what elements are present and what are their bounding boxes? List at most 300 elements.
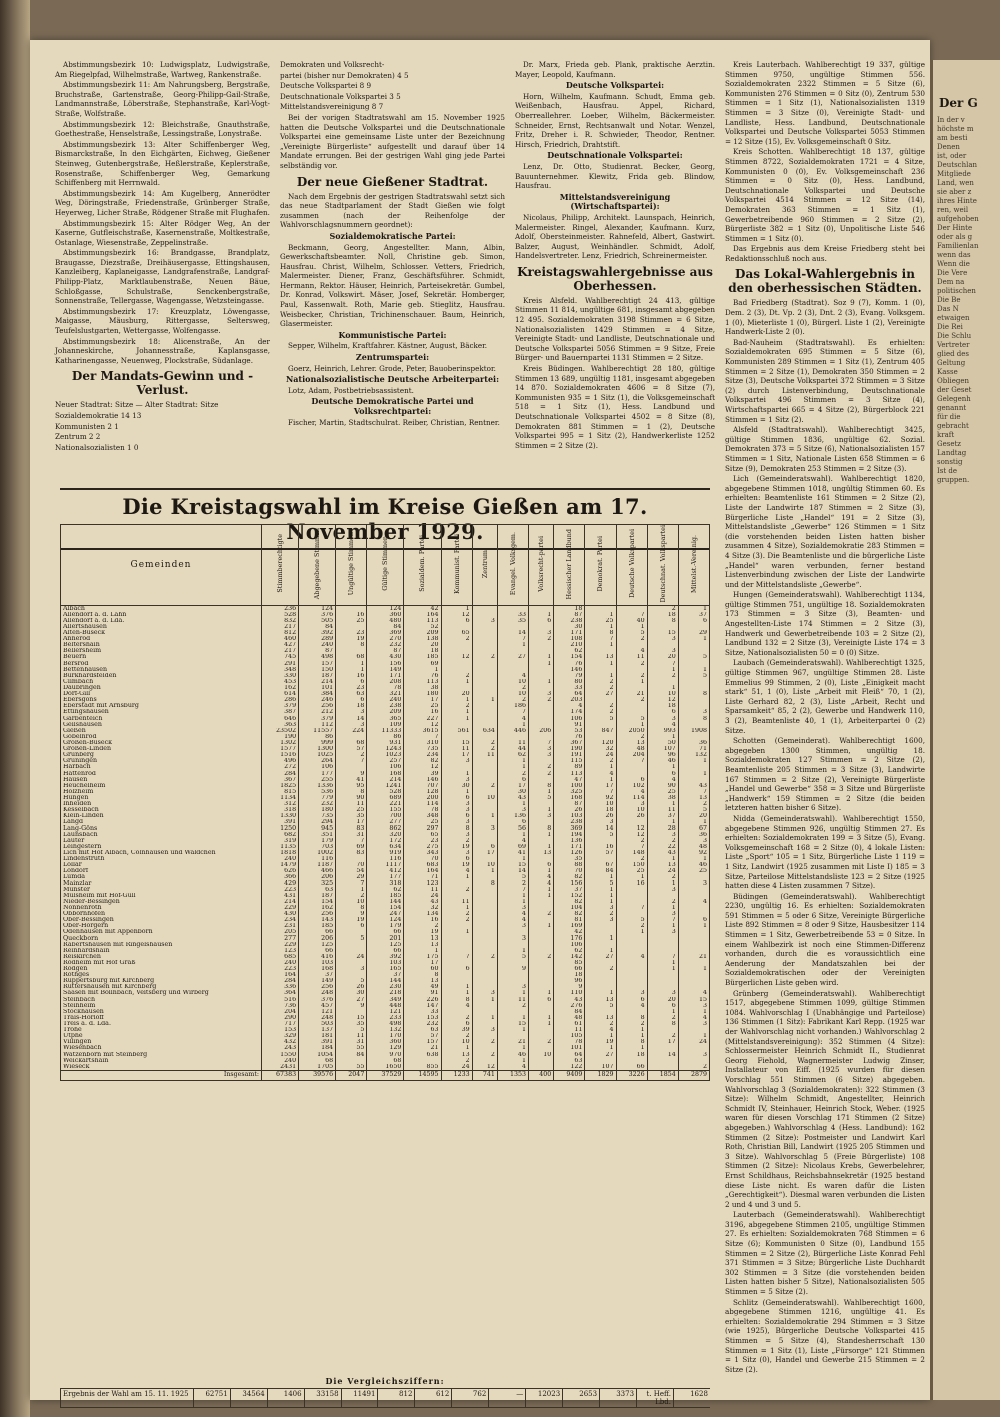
table-cell: 76: [554, 661, 585, 667]
table-cell: 21: [678, 954, 709, 960]
table-cell: 4: [616, 1003, 647, 1009]
table-cell: 297: [404, 825, 441, 831]
table-cell: 18: [616, 1052, 647, 1058]
adjacent-page-edge: [930, 60, 1000, 1400]
table-cell: 229: [262, 905, 299, 911]
municipality-name: Hattenrod: [61, 771, 262, 777]
table-cell: [336, 605, 367, 612]
table-cell: 106: [554, 716, 585, 722]
table-cell: 238: [554, 819, 585, 825]
table-cell: 92: [678, 850, 709, 856]
table-cell: 2: [647, 1033, 678, 1039]
table-cell: 480: [367, 618, 404, 624]
table-cell: 18: [647, 703, 678, 709]
town-result-paragraph: Hungen (Gemeinderatswahl). Wahlberechtigt 1134, gültige Stimmen 751, ungültige 18. Sozialdemokraten 173 Stimmen = 3 Sitze (3), Beamten- und Angestellten-Liste 174 Stimmen = 2 Sitze (3), Handwerk und Gewerbetreibende 103 = 2 Sitze (2), Landbund 132 = 2 Sitze (3), Vereinigte Liste 174 = 3 Sitze, Nationalsozialisten 50 = 0 (0) Sitze.: [725, 590, 925, 657]
table-cell: 1336: [299, 783, 336, 789]
table-cell: 12: [647, 697, 678, 703]
party-list-nsdap: Lotz, Adam, Postbetriebsassistent.: [288, 385, 414, 395]
adjacent-page-line: oder als g: [937, 233, 973, 241]
table-cell: 6: [441, 618, 472, 624]
table-cell: 1: [647, 966, 678, 972]
table-cell: 41: [336, 777, 367, 783]
column-header: [262, 525, 299, 606]
table-cell: 66: [367, 948, 404, 954]
table-cell: 26: [336, 984, 367, 990]
table-cell: 16: [336, 612, 367, 618]
table-cell: 1: [678, 667, 709, 673]
table-cell: 162: [262, 685, 299, 691]
table-cell: 25: [404, 819, 441, 825]
adjacent-page-line: Land, wen: [937, 179, 974, 187]
table-cell: 1908: [678, 728, 709, 734]
table-cell: 256: [299, 911, 336, 917]
table-cell: 39: [404, 771, 441, 777]
table-cell: 121: [367, 1009, 404, 1015]
table-cell: 212: [299, 709, 336, 715]
mandate-row: Mittelstandsvereinigung 8 7: [280, 102, 384, 112]
adjacent-page-line: ist, oder: [937, 152, 967, 160]
table-cell: 87: [299, 648, 336, 654]
table-cell: 4: [497, 911, 528, 917]
table-cell: 1: [529, 661, 554, 667]
table-cell: 1: [678, 1009, 709, 1015]
table-cell: 107: [585, 1064, 616, 1071]
table-cell: 11: [647, 807, 678, 813]
table-cell: [529, 1064, 554, 1071]
table-cell: 289: [299, 636, 336, 642]
municipality-name: Harbach: [61, 764, 262, 770]
table-cell: 4: [585, 771, 616, 777]
table-cell: 6: [336, 923, 367, 929]
table-cell: 1: [441, 1045, 472, 1051]
table-cell: 67: [678, 825, 709, 831]
table-cell: 1: [529, 887, 554, 893]
table-cell: 18: [336, 703, 367, 709]
table-cell: 1: [529, 832, 554, 838]
table-cell: 6: [441, 966, 472, 972]
table-cell: 87: [554, 612, 585, 618]
table-cell: 290: [262, 1015, 299, 1021]
adjacent-page-line: Die Schlu: [937, 332, 972, 340]
table-cell: 185: [299, 923, 336, 929]
total-cell: 1854: [647, 1070, 678, 1080]
table-cell: 19: [336, 917, 367, 923]
table-cell: 4: [554, 703, 585, 709]
table-cell: 2: [616, 856, 647, 862]
table-cell: 1: [585, 1033, 616, 1039]
table-cell: 325: [299, 880, 336, 886]
table-cell: 204: [262, 1009, 299, 1015]
table-cell: 4: [678, 1015, 709, 1021]
party-heading-spd: Sozialdemokratische Partei:: [329, 230, 456, 241]
table-cell: 3: [336, 722, 367, 728]
table-cell: 5: [678, 654, 709, 660]
table-cell: 57: [404, 1033, 441, 1039]
table-cell: 970: [367, 1052, 404, 1058]
district-results: [515, 296, 715, 451]
mandate-heading: Der Mandats-Gewinn und -Verlust.: [71, 369, 254, 398]
table-cell: 2: [647, 838, 678, 844]
table-cell: 18: [554, 972, 585, 978]
table-cell: 149: [367, 667, 404, 673]
table-cell: 181: [299, 1033, 336, 1039]
table-cell: 2: [678, 801, 709, 807]
table-cell: 3: [472, 618, 497, 624]
table-cell: 153: [262, 1027, 299, 1033]
municipality-name: Leihgestern: [61, 844, 262, 850]
table-cell: 7: [497, 887, 528, 893]
table-cell: 84: [336, 1052, 367, 1058]
municipality-name: Bellersheim: [61, 648, 262, 654]
table-cell: 1: [647, 880, 678, 886]
table-cell: 1: [497, 1027, 528, 1033]
table-cell: 4: [497, 917, 528, 923]
table-cell: 703: [299, 844, 336, 850]
table-cell: 26: [616, 813, 647, 819]
table-cell: 236: [262, 605, 299, 612]
table-cell: 5: [585, 716, 616, 722]
municipality-name: Watzenborn mit Steinberg: [61, 1052, 262, 1058]
table-cell: 226: [404, 997, 441, 1003]
table-cell: 38: [404, 685, 441, 691]
table-cell: 19: [336, 636, 367, 642]
table-cell: 3: [472, 825, 497, 831]
table-cell: 5: [497, 954, 528, 960]
total-cell: 37529: [367, 1070, 404, 1080]
table-cell: 53: [554, 728, 585, 734]
adjacent-page-line: glied des: [937, 350, 970, 358]
table-cell: 81: [554, 917, 585, 923]
mandate-rows: [55, 411, 270, 452]
table-cell: 4: [647, 777, 678, 783]
table-cell: 3: [647, 929, 678, 935]
table-cell: 432: [262, 1039, 299, 1045]
table-cell: 10: [497, 691, 528, 697]
table-cell: 503: [299, 1021, 336, 1027]
table-cell: 155: [367, 807, 404, 813]
table-cell: 14: [497, 868, 528, 874]
table-cell: 82: [554, 874, 585, 880]
table-cell: 238: [554, 618, 585, 624]
table-cell: 1: [441, 789, 472, 795]
municipality-name: Lindenstruth: [61, 856, 262, 862]
table-cell: 7: [678, 789, 709, 795]
town-result-paragraph: Nidda (Gemeinderatswahl). Wahlberechtigt 1550, abgegebene Stimmen 926, ungültig Stimmen 27. Es erhielten: Sozialdemokraten 199 = 3 Sitze (5), Evang. Volksgemeinschaft 168 = 2 Sitze (0), 4 lokale Listen: Liste „Sport“ 105 = 1 Sitz, Bürgerliche Liste 1 119 = 1 Sitz, Landwirt (1925 zusammen mit Liste I) 185 = 3 Sitze, Parteilose Mittelstandsliste 123 = 2 Sitze (1925 hatten diese 4 Listen zusammen 7 Sitze).: [725, 813, 925, 891]
table-cell: 154: [299, 899, 336, 905]
table-cell: 25: [647, 789, 678, 795]
table-cell: 24: [404, 893, 441, 899]
table-cell: 187: [299, 893, 336, 899]
table-cell: 3: [529, 630, 554, 636]
table-cell: 136: [497, 813, 528, 819]
municipality-name: Lumda: [61, 874, 262, 880]
table-cell: 146: [404, 777, 441, 783]
table-cell: 1002: [299, 850, 336, 856]
table-cell: 2: [529, 954, 554, 960]
table-cell: 50: [647, 740, 678, 746]
table-cell: 18: [647, 612, 678, 618]
table-cell: 8: [616, 1015, 647, 1021]
municipality-name: Rabertshausen mit Ringelshausen: [61, 942, 262, 948]
table-cell: 11557: [299, 728, 336, 734]
table-cell: 61: [554, 1021, 585, 1027]
table-cell: 4: [441, 868, 472, 874]
table-cell: 12: [616, 825, 647, 831]
table-cell: 3: [497, 935, 528, 941]
table-cell: 90: [647, 783, 678, 789]
table-cell: 15: [678, 997, 709, 1003]
adjacent-page-line: Gesetz: [937, 440, 961, 448]
table-cell: 745: [262, 654, 299, 660]
table-cell: 2: [647, 673, 678, 679]
table-cell: 15: [497, 862, 528, 868]
table-cell: 234: [404, 752, 441, 758]
table-cell: 23: [404, 838, 441, 844]
table-cell: 20: [678, 813, 709, 819]
table-cell: 2: [585, 966, 616, 972]
column-header-label: Deutsche Volkspartei: [627, 529, 636, 599]
party-list-ddp: Fischer, Martin, Stadtschulrat. Reiber, Christian, Rentner.: [288, 417, 500, 427]
table-cell: 3: [441, 807, 472, 813]
adjacent-page-line: Geltung: [937, 359, 966, 367]
table-cell: 2: [616, 734, 647, 740]
adjacent-page-line: gruppen.: [937, 476, 970, 484]
table-cell: 3: [441, 758, 472, 764]
table-cell: 10: [441, 1039, 472, 1045]
municipality-name: Launsbach: [61, 832, 262, 838]
table-cell: 108: [554, 636, 585, 642]
table-cell: 348: [404, 813, 441, 819]
town-result-paragraph: Bad-Nauheim (Stadtratswahl). Es erhielten: Sozialdemokraten 695 Stimmen = 5 Sitze (6), Kommunisten 289 Stimmen = 1 Sitz (1), Zentrum 405 Stimmen = 2 Sitze (1), Demokraten 350 Stimmen = 2 Sitze (3), Deutsche Volkspartei 372 Stimmen = 3 Sitze (2) durch Listenverbindung, Deutschnationale Volkspartei 496 Stimmen = 3 Sitze (4), Wirtschaftspartei 665 = 4 Sitze (2), Bürgerblock 221 Stimmen = 1 Sitz (2).: [725, 337, 925, 424]
table-cell: 30: [441, 783, 472, 789]
table-cell: 638: [404, 1052, 441, 1058]
table-cell: 27: [497, 654, 528, 660]
table-cell: 2: [441, 887, 472, 893]
table-cell: 164: [404, 868, 441, 874]
mandate-row: Zentrum 2 2: [55, 432, 101, 442]
adjacent-page-line: am besti: [937, 134, 968, 142]
table-cell: 4: [497, 673, 528, 679]
table-cell: 66: [554, 966, 585, 972]
table-cell: 26: [554, 807, 585, 813]
table-cell: 1: [616, 874, 647, 880]
table-cell: 1: [678, 771, 709, 777]
table-cell: 4: [497, 838, 528, 844]
table-cell: 92: [585, 795, 616, 801]
table-cell: 37: [367, 972, 404, 978]
table-cell: 171: [367, 673, 404, 679]
table-cell: 1: [441, 929, 472, 935]
municipality-name: Treis a. d. Lda.: [61, 1021, 262, 1027]
municipality-name: Bettenhausen: [61, 667, 262, 673]
municipality-name: Lollar: [61, 862, 262, 868]
table-cell: 3: [441, 819, 472, 825]
table-cell: 2: [616, 838, 647, 844]
table-cell: 14: [336, 716, 367, 722]
district-results-continued: [725, 60, 925, 263]
party-heading-ddp: Deutsche Demokratische Partei und Volksrechtpartei:: [311, 396, 474, 416]
municipality-name: Steinbach: [61, 997, 262, 1003]
table-cell: 536: [299, 789, 336, 795]
table-cell: 17: [404, 697, 441, 703]
table-cell: 832: [262, 618, 299, 624]
table-cell: 457: [299, 1003, 336, 1009]
table-cell: 2: [472, 783, 497, 789]
table-cell: 21: [616, 691, 647, 697]
table-cell: 55: [336, 1045, 367, 1051]
district-paragraph: Kreis Schotten. Wahlberechtigt 18 137, gültige Stimmen 8722, Sozialdemokraten 1721 = 4 Sitze, Kommunisten 0 (0), Ev. Volksgemeinschaft 236 Stimmen = 0 Sitz (0), Hess. Landbund, Deutschnationale Volkspartei und Deutsche Volkspartei 4514 Stimmen = 12 Sitze (14), Demokraten 363 Stimmen = 1 Sitz (1), Gewerbetreibende 960 Stimmen = 2 Sitze (2), Bürgerliste 382 = 1 Sitz (0), Unpolitische Liste 546 Stimmen = 1 Sitz (0).: [725, 147, 925, 243]
table-cell: 43: [554, 997, 585, 1003]
table-cell: 78: [367, 685, 404, 691]
municipality-name: Trohe: [61, 1027, 262, 1033]
adjacent-page-line: politischen: [937, 287, 976, 295]
table-cell: 384: [299, 691, 336, 697]
table-cell: 4: [529, 874, 554, 880]
table-cell: 113: [404, 679, 441, 685]
table-cell: 233: [367, 1015, 404, 1021]
party-heading-zentrum: Zentrumspartei:: [355, 352, 430, 363]
municipality-name: Nonnenroth: [61, 905, 262, 911]
column-4: [725, 60, 925, 1375]
table-cell: 177: [299, 771, 336, 777]
table-cell: 35: [336, 1021, 367, 1027]
table-cell: 76: [554, 734, 585, 740]
table-cell: 312: [262, 801, 299, 807]
table-cell: 707: [404, 783, 441, 789]
town-result-paragraph: Lauterbach (Gemeinderatswahl). Wahlberechtigt 3196, abgegebene Stimmen 2105, ungültige Stimmen 27. Es erhielten: Sozialdemokraten 768 Stimmen = 6 Sitze (6); Kommunisten 0 Sitze (0), Landbund 155 Stimmen = 2 Sitze (2), Bürgerliche Liste Konrad Fehl 371 Stimmen = 3 Sitze; Bürgerliche Liste Duchhardt 302 Stimmen = 3 Sitze (die vorstehenden beiden Listen hatten bisher 5 Sitze), Nationalsozialisten 505 Stimmen = 5 Sitze (2).: [725, 1210, 925, 1297]
municipality-name: Villingen: [61, 1039, 262, 1045]
table-cell: 1: [497, 893, 528, 899]
table-cell: 232: [404, 1021, 441, 1027]
adjacent-page-heading: Der G: [939, 96, 978, 110]
table-cell: 5: [336, 1027, 367, 1033]
table-cell: 2: [472, 954, 497, 960]
table-cell: 23: [336, 630, 367, 636]
table-cell: 132: [367, 1027, 404, 1033]
table-cell: 240: [262, 1058, 299, 1064]
table-cell: 48: [678, 844, 709, 850]
table-cell: 156: [367, 661, 404, 667]
table-cell: 1: [497, 856, 528, 862]
table-cell: 16: [585, 844, 616, 850]
table-cell: 8: [529, 825, 554, 831]
table-cell: 223: [262, 966, 299, 972]
table-cell: 2: [529, 911, 554, 917]
table-cell: 25: [616, 868, 647, 874]
table-cell: 42: [404, 605, 441, 612]
table-cell: 37: [554, 887, 585, 893]
table-cell: 246: [299, 697, 336, 703]
column-header-label: Gültige Stimmen: [381, 536, 390, 592]
table-cell: 1: [647, 923, 678, 929]
district-paragraph: Abstimmungsbezirk 10: Ludwigsplatz, Ludwigstraße, Am Riegelpfad, Wilhelmstraße, Wartweg, Rankenstraße.: [55, 60, 270, 79]
table-cell: 1250: [262, 825, 299, 831]
total-cell: 400: [529, 1070, 554, 1080]
mandate-row: Demokraten und Volksrecht-: [280, 60, 385, 69]
party-list-zentrum: Goerz, Heinrich, Lehrer. Grode, Peter, Bauoberinspektor.: [288, 363, 496, 373]
table-cell: 71: [404, 874, 441, 880]
table-cell: 1: [616, 929, 647, 935]
adjacent-page-line: ren, weil: [937, 206, 969, 214]
table-cell: 62: [367, 887, 404, 893]
table-cell: 812: [262, 630, 299, 636]
municipality-name: Röthges: [61, 972, 262, 978]
municipality-name: Grünberg: [61, 752, 262, 758]
table-cell: 1: [404, 948, 441, 954]
comparison-cell: 1406: [267, 1389, 304, 1407]
table-cell: 116: [367, 856, 404, 862]
table-cell: 221: [367, 801, 404, 807]
table-cell: 4: [497, 716, 528, 722]
table-cell: 124: [367, 917, 404, 923]
table-cell: 8: [529, 783, 554, 789]
table-cell: 4: [647, 722, 678, 728]
table-cell: 157: [404, 1039, 441, 1045]
table-cell: 37: [647, 813, 678, 819]
table-cell: 11: [554, 1027, 585, 1033]
table-cell: 150: [299, 667, 336, 673]
town-result-paragraph: Laubach (Gemeinderatswahl). Wahlberechtigt 1325, gültige Stimmen 967, ungültige Stimmen 28. Liste Emmelius 99 Stimmen, 2 (0), Liste „Einigkeit macht stark“ 51, 1 (0), Liste „Arbeit mit Fleiß“ 70, 1 (2), Liste Gerhard 82, 2 (3), Liste „Arbeit, Recht und Sparsamkeit“ 85, 2 (2), Gewerbe und Handwerk 110, 3 (2), Beamtenliste 40, 1 (1), Arbeiterpartei 0 (2) Sitze.: [725, 658, 925, 735]
table-cell: 57: [336, 746, 367, 752]
table-cell: 66: [299, 948, 336, 954]
table-cell: 6: [441, 813, 472, 819]
table-cell: 2: [616, 636, 647, 642]
comparison-section: [60, 1376, 710, 1408]
table-cell: 498: [367, 1021, 404, 1027]
town-result-paragraph: Bad Friedberg (Stadtrat). Soz 9 (7), Komm. 1 (0), Dem. 2 (3), Dt. Vp. 2 (3), Dnt. 2 (3), Evang. Volksgem. 1 (0), Mieterliste 1 (0), Bürgerl. Liste 1 (2), Vereinigte Handwerk-Liste 2 (0).: [725, 298, 925, 337]
municipality-name: Langd: [61, 819, 262, 825]
table-cell: 210: [554, 642, 585, 648]
table-cell: 22: [647, 844, 678, 850]
table-cell: 1577: [262, 746, 299, 752]
table-cell: 1: [497, 832, 528, 838]
table-cell: 1550: [262, 1052, 299, 1058]
table-cell: 48: [616, 746, 647, 752]
table-cell: 11: [336, 1033, 367, 1039]
table-cell: 8: [616, 1039, 647, 1045]
table-cell: 27: [585, 1052, 616, 1058]
table-cell: 256: [299, 984, 336, 990]
table-cell: 1: [647, 764, 678, 770]
table-cell: 1: [647, 905, 678, 911]
table-cell: 634: [472, 728, 497, 734]
table-cell: 862: [367, 825, 404, 831]
table-cell: 1: [336, 667, 367, 673]
table-cell: 20: [441, 691, 472, 697]
table-cell: 1: [585, 624, 616, 630]
table-cell: 5: [585, 1003, 616, 1009]
table-cell: 1: [441, 716, 472, 722]
table-cell: 78: [554, 1039, 585, 1045]
table-cell: 430: [367, 654, 404, 660]
table-cell: 174: [554, 709, 585, 715]
table-cell: 1: [336, 887, 367, 893]
table-cell: 95: [336, 783, 367, 789]
table-cell: 63: [299, 887, 336, 893]
table-cell: 175: [404, 954, 441, 960]
table-cell: 21: [404, 1045, 441, 1051]
table-cell: 626: [262, 868, 299, 874]
table-cell: 919: [367, 850, 404, 856]
adjacent-page-line: ihres Hinte: [937, 197, 977, 205]
table-cell: 180: [299, 807, 336, 813]
table-cell: 1: [529, 789, 554, 795]
table-cell: 12: [616, 832, 647, 838]
table-cell: 284: [262, 978, 299, 984]
table-cell: 1: [647, 734, 678, 740]
table-cell: 19: [404, 929, 441, 935]
table-cell: 124: [299, 605, 336, 612]
